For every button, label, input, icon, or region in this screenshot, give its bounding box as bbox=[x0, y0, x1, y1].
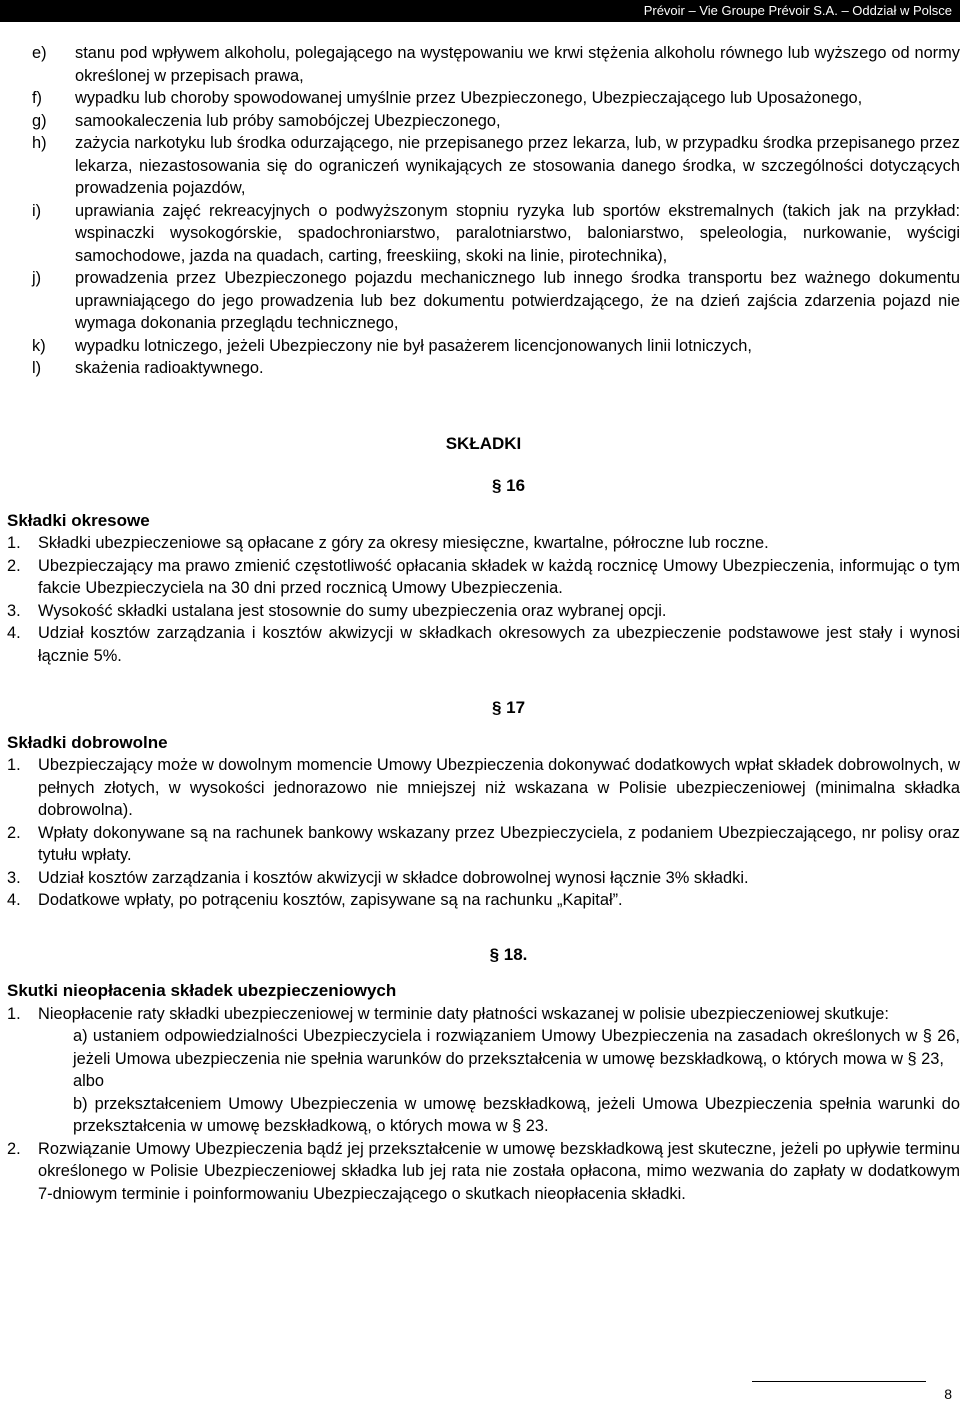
list-item-text: skażenia radioaktywnego. bbox=[75, 359, 264, 377]
list-item bbox=[7, 42, 960, 87]
list-item-label: 4. bbox=[7, 624, 21, 642]
list-item bbox=[7, 1138, 960, 1206]
header-bar bbox=[0, 0, 960, 22]
list-item bbox=[7, 889, 960, 912]
list-item-label: 4. bbox=[7, 891, 21, 909]
list-item-label: l) bbox=[32, 359, 42, 377]
paragraph-sign-16: § 16 bbox=[491, 476, 526, 495]
list-item bbox=[7, 754, 960, 822]
list-item bbox=[7, 132, 960, 200]
list-item bbox=[7, 335, 960, 358]
paragraph-sign-17: § 17 bbox=[491, 698, 526, 717]
list-item bbox=[7, 555, 960, 600]
list-item-label: 1. bbox=[7, 756, 21, 774]
section-heading: SKŁADKI bbox=[445, 433, 522, 453]
list-item-label: 3. bbox=[7, 868, 21, 887]
footnote-divider bbox=[752, 1381, 926, 1382]
list-item-text: Wysokość składki ustalana jest stosownie do sumy ubezpieczenia oraz wybranej opcji. bbox=[38, 601, 667, 620]
list-item-label: 1. bbox=[7, 534, 21, 552]
list-item bbox=[7, 267, 960, 335]
list-item-label: 2. bbox=[7, 823, 21, 842]
list-item-label: g) bbox=[32, 111, 47, 130]
section-title-voluntary: Składki dobrowolne bbox=[7, 732, 168, 752]
list-item bbox=[7, 867, 960, 890]
list-item bbox=[7, 600, 960, 623]
list-item-label: 2. bbox=[7, 556, 21, 575]
list-item-label: k) bbox=[32, 336, 46, 355]
list-item-text: Wpłaty dokonywane są na rachunek bankowy wskazany przez Ubezpieczyciela, z podaniem Ubezpieczającego, nr polisy oraz tytułu wpłaty. bbox=[38, 823, 960, 864]
list-item bbox=[7, 357, 960, 380]
list-item-label: e) bbox=[32, 44, 47, 62]
list-item-label: i) bbox=[32, 201, 42, 220]
list-item bbox=[7, 822, 960, 867]
list-item-text: wypadku lotniczego, jeżeli Ubezpieczony nie był pasażerem licencjonowanych linii lotniczych, bbox=[75, 336, 752, 355]
list-item-label: f) bbox=[32, 89, 43, 107]
list-item-text: Dodatkowe wpłaty, po potrąceniu kosztów, zapisywane są na rachunku „Kapitał”. bbox=[38, 891, 623, 909]
list-item-label: h) bbox=[32, 134, 47, 152]
list-item bbox=[7, 200, 960, 268]
list-item-text: samookaleczenia lub próby samobójczej Ubezpieczonego, bbox=[75, 111, 501, 130]
list-item bbox=[7, 1003, 960, 1138]
list-item bbox=[7, 87, 960, 110]
sub-item-b: b) przekształceniem Umowy Ubezpieczenia w umowę bezskładkową, jeżeli Umowa Ubezpieczenia spełnia warunki do przekształcenia w umowę bezskładkową, o których mowa w § 23. bbox=[73, 1094, 960, 1135]
list-item-text: prowadzenia przez Ubezpieczonego pojazdu mechanicznego lub innego środka transportu bez ważnego dokumentu uprawniającego do jego prowadzenia lub bez dokumentu potwierdzającego, że na dzień zajścia zdarzenia pojazd nie wymaga dokonania przeglądu technicznego, bbox=[75, 269, 960, 332]
list-item-text: Nieopłacenie raty składki ubezpieczeniowej w terminie daty płatności wskazanej w polisie ubezpieczeniowej skutkuje: bbox=[38, 1004, 889, 1023]
document-body bbox=[7, 42, 960, 1205]
sub-item-a: a) ustaniem odpowiedzialności Ubezpieczyciela i rozwiązaniem Umowy Ubezpieczenia na zasadach określonych w § 26, jeżeli Umowa ubezpieczenia nie spełnia warunków do przekształcenia w umowę bezskładkową, o których mowa w § 23, bbox=[73, 1027, 960, 1068]
list-item bbox=[7, 532, 960, 555]
list-item-label: 3. bbox=[7, 601, 21, 620]
list-item-text: Rozwiązanie Umowy Ubezpieczenia bądź jej przekształcenie w umowę bezskładkową jest skuteczne, jeżeli po upływie terminu określonego w Polisie Ubezpieczeniowej składka lub jej rata nie została opłacona, mimo wezwania do zapłaty w dodatkowym 7-dniowym terminie i poinformowaniu Ubezpieczającego o skutkach nieopłacenia składki. bbox=[38, 1139, 960, 1203]
header-text: Prévoir – Vie Groupe Prévoir S.A. – Oddział w Polsce bbox=[643, 3, 952, 18]
list-item-text: Udział kosztów zarządzania i kosztów akwizycji w składkach okresowych za ubezpieczenie podstawowe jest stały i wynosi łącznie 5%. bbox=[38, 624, 960, 665]
sub-item-or: albo bbox=[73, 1072, 104, 1090]
page-number: 8 bbox=[944, 1386, 952, 1402]
section-title-periodic: Składki okresowe bbox=[7, 510, 150, 530]
list-item bbox=[7, 110, 960, 133]
list-item-label: 2. bbox=[7, 1139, 21, 1158]
list-item-text: uprawiania zajęć rekreacyjnych o podwyższonym stopniu ryzyka lub sportów ekstremalnych (takich jak na przykład: wspinaczki wysokogórskie, spadochroniarstwo, paralotniarstwo, baloniarstwo, speleologia, nurkowanie, wyścigi samochodowe, jazda na quadach, carting, freeskiing, skoki na linie, pirotechnika), bbox=[75, 201, 960, 265]
exclusions-list bbox=[7, 42, 960, 380]
list-item-label: 1. bbox=[7, 1004, 21, 1023]
list-item-text: Składki ubezpieczeniowe są opłacane z góry za okresy miesięczne, kwartalne, półroczne lub roczne. bbox=[38, 534, 769, 552]
list-item-text: Ubezpieczający ma prawo zmienić częstotliwość opłacania składek w każdą rocznicę Umowy Ubezpieczenia, informując o tym fakcie Ubezpieczyciela na 30 dni przed rocznicą Umowy Ubezpieczenia. bbox=[38, 556, 960, 597]
list-item-text: Udział kosztów zarządzania i kosztów akwizycji w składce dobrowolnej wynosi łącznie 3% składki. bbox=[38, 868, 749, 887]
list-item-label: j) bbox=[32, 269, 42, 287]
list-item-text: Ubezpieczający może w dowolnym momencie Umowy Ubezpieczenia dokonywać dodatkowych wpłat składek dobrowolnych, w pełnych złotych, w wysokości jednorazowo nie mniejszej niż wskazana w Polisie ubezpieczeniowej (minimalna składka dobrowolna). bbox=[38, 756, 960, 819]
list-item-text: stanu pod wpływem alkoholu, polegającego na występowaniu we krwi stężenia alkoholu równego lub wyższego od normy określonej w przepisach prawa, bbox=[75, 44, 960, 85]
list-item bbox=[7, 622, 960, 667]
list-item-text: zażycia narkotyku lub środka odurzającego, nie przepisanego przez lekarza, lub, w przypadku środka przepisanego przez lekarza, niezastosowania się do ograniczeń wynikających ze stosowania danego środka, w szczególności dotyczących prowadzenia pojazdów, bbox=[75, 134, 960, 197]
section-title-consequences: Skutki nieopłacenia składek ubezpieczeniowych bbox=[7, 981, 397, 1000]
paragraph-sign-18: § 18. bbox=[489, 944, 528, 964]
list-item-text: wypadku lub choroby spowodowanej umyślnie przez Ubezpieczonego, Ubezpieczającego lub Uposażonego, bbox=[75, 89, 863, 107]
